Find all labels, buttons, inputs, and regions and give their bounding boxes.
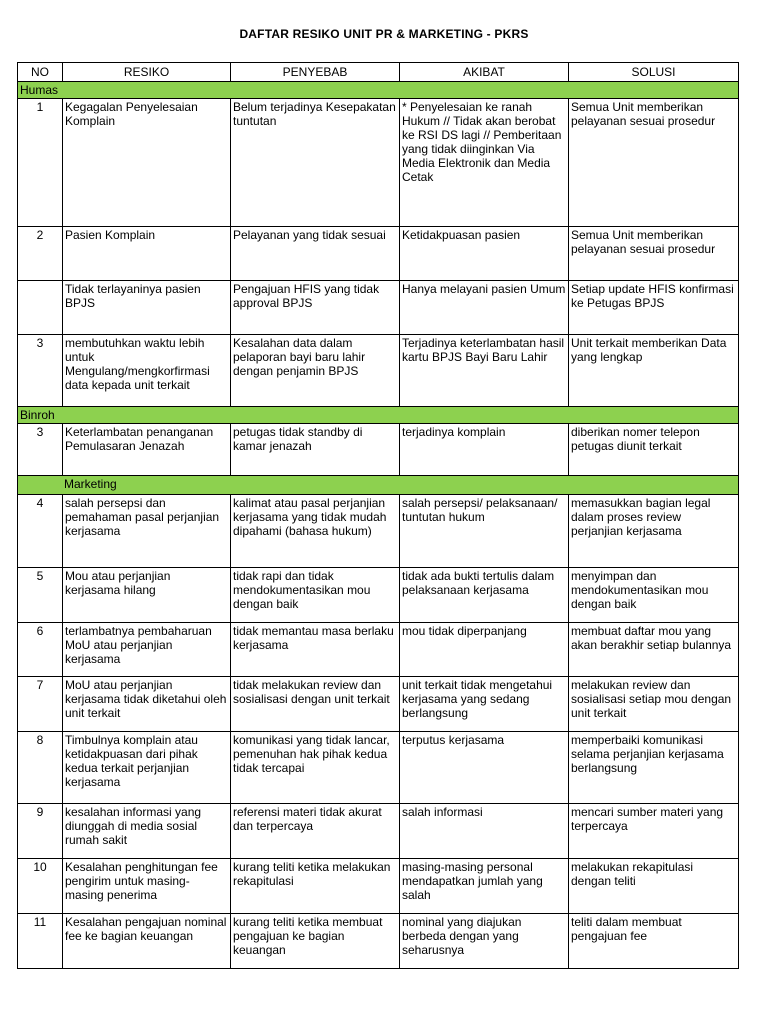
cell-resiko: terlambatnya pembaharuan MoU atau perjanjian kerjasama [63, 623, 231, 677]
cell-resiko: MoU atau perjanjian kerjasama tidak diketahui oleh unit terkait [63, 677, 231, 732]
cell-solusi: melakukan review dan sosialisasi setiap mou dengan unit terkait [569, 677, 739, 732]
cell-no: 4 [18, 495, 63, 568]
table-row [18, 495, 739, 568]
cell-no: 3 [18, 424, 63, 476]
cell-solusi: Setiap update HFIS konfirmasi ke Petugas BPJS [569, 281, 739, 335]
cell-penyebab: Belum terjadinya Kesepakatan tuntutan [231, 99, 400, 227]
cell-penyebab: kurang teliti ketika melakukan rekapitulasi [231, 859, 400, 914]
cell-solusi: memasukkan bagian legal dalam proses review perjanjian kerjasama [569, 495, 739, 568]
cell-akibat: terputus kerjasama [400, 732, 569, 804]
cell-penyebab: tidak melakukan review dan sosialisasi dengan unit terkait [231, 677, 400, 732]
cell-penyebab: petugas tidak standby di kamar jenazah [231, 424, 400, 476]
cell-no: 2 [18, 227, 63, 281]
cell-resiko: Kesalahan penghitungan fee pengirim untuk masing-masing penerima [63, 859, 231, 914]
cell-resiko: salah persepsi dan pemahaman pasal perjanjian kerjasama [63, 495, 231, 568]
cell-solusi: Semua Unit memberikan pelayanan sesuai prosedur [569, 99, 739, 227]
cell-akibat: unit terkait tidak mengetahui kerjasama yang sedang berlangsung [400, 677, 569, 732]
cell-penyebab: Pelayanan yang tidak sesuai [231, 227, 400, 281]
cell-penyebab: komunikasi yang tidak lancar, pemenuhan hak pihak kedua tidak tercapai [231, 732, 400, 804]
table-row [18, 804, 739, 859]
section-row-binroh [18, 407, 739, 424]
cell-no: 1 [18, 99, 63, 227]
table-header-row [18, 63, 739, 82]
cell-solusi: memperbaiki komunikasi selama perjanjian kerjasama berlangsung [569, 732, 739, 804]
cell-penyebab: kurang teliti ketika membuat pengajuan ke bagian keuangan [231, 914, 400, 969]
cell-solusi: teliti dalam membuat pengajuan fee [569, 914, 739, 969]
section-row-marketing [18, 476, 739, 495]
table-row [18, 623, 739, 677]
cell-penyebab: tidak memantau masa berlaku kerjasama [231, 623, 400, 677]
table-row [18, 568, 739, 623]
cell-no: 10 [18, 859, 63, 914]
risk-table [17, 62, 739, 969]
cell-penyebab: Kesalahan data dalam pelaporan bayi baru lahir dengan penjamin BPJS [231, 335, 400, 407]
table-row [18, 227, 739, 281]
cell-no: 6 [18, 623, 63, 677]
cell-resiko: kesalahan informasi yang diunggah di media sosial rumah sakit [63, 804, 231, 859]
cell-penyebab: tidak rapi dan tidak mendokumentasikan mou dengan baik [231, 568, 400, 623]
header-resiko: RESIKO [63, 63, 231, 82]
cell-no: 9 [18, 804, 63, 859]
header-akibat: AKIBAT [400, 63, 569, 82]
cell-no: 5 [18, 568, 63, 623]
cell-resiko: Kegagalan Penyelesaian Komplain [63, 99, 231, 227]
cell-solusi: Semua Unit memberikan pelayanan sesuai prosedur [569, 227, 739, 281]
table-row [18, 914, 739, 969]
cell-resiko: Timbulnya komplain atau ketidakpuasan dari pihak kedua terkait perjanjian kerjasama [63, 732, 231, 804]
cell-no: 3 [18, 335, 63, 407]
cell-no [18, 281, 63, 335]
cell-solusi: mencari sumber materi yang terpercaya [569, 804, 739, 859]
cell-akibat: * Penyelesaian ke ranah Hukum // Tidak akan berobat ke RSI DS lagi // Pemberitaan yang tidak diinginkan Via Media Elektronik dan Media Cetak [400, 99, 569, 227]
table-row [18, 335, 739, 407]
cell-solusi: melakukan rekapitulasi dengan teliti [569, 859, 739, 914]
cell-resiko: Mou atau perjanjian kerjasama hilang [63, 568, 231, 623]
cell-resiko: Kesalahan pengajuan nominal fee ke bagian keuangan [63, 914, 231, 969]
cell-akibat: Terjadinya keterlambatan hasil kartu BPJS Bayi Baru Lahir [400, 335, 569, 407]
cell-solusi: Unit terkait memberikan Data yang lengkap [569, 335, 739, 407]
cell-akibat: terjadinya komplain [400, 424, 569, 476]
section-row-humas [18, 82, 739, 99]
section-label: Marketing [64, 477, 117, 491]
header-no: NO [18, 63, 63, 82]
cell-penyebab: Pengajuan HFIS yang tidak approval BPJS [231, 281, 400, 335]
cell-akibat: mou tidak diperpanjang [400, 623, 569, 677]
cell-no: 7 [18, 677, 63, 732]
cell-resiko: Pasien Komplain [63, 227, 231, 281]
table-row [18, 732, 739, 804]
cell-penyebab: kalimat atau pasal perjanjian kerjasama yang tidak mudah dipahami (bahasa hukum) [231, 495, 400, 568]
document-title: DAFTAR RESIKO UNIT PR & MARKETING - PKRS [239, 27, 529, 41]
cell-no: 8 [18, 732, 63, 804]
cell-akibat: salah informasi [400, 804, 569, 859]
table-row [18, 281, 739, 335]
cell-solusi: membuat daftar mou yang akan berakhir setiap bulannya [569, 623, 739, 677]
header-penyebab: PENYEBAB [231, 63, 400, 82]
cell-solusi: diberikan nomer telepon petugas diunit terkait [569, 424, 739, 476]
section-label: Humas [18, 82, 739, 99]
cell-penyebab: referensi materi tidak akurat dan terpercaya [231, 804, 400, 859]
cell-akibat: nominal yang diajukan berbeda dengan yang seharusnya [400, 914, 569, 969]
cell-resiko: Keterlambatan penanganan Pemulasaran Jenazah [63, 424, 231, 476]
header-solusi: SOLUSI [569, 63, 739, 82]
cell-solusi: menyimpan dan mendokumentasikan mou dengan baik [569, 568, 739, 623]
cell-akibat: salah persepsi/ pelaksanaan/ tuntutan hukum [400, 495, 569, 568]
cell-no: 11 [18, 914, 63, 969]
table-row [18, 424, 739, 476]
cell-resiko: membutuhkan waktu lebih untuk Mengulang/mengkorfirmasi data kepada unit terkait [63, 335, 231, 407]
cell-akibat: Hanya melayani pasien Umum [400, 281, 569, 335]
cell-akibat: tidak ada bukti tertulis dalam pelaksanaan kerjasama [400, 568, 569, 623]
table-row [18, 99, 739, 227]
section-label: Binroh [18, 407, 739, 424]
cell-resiko: Tidak terlayaninya pasien BPJS [63, 281, 231, 335]
table-row [18, 859, 739, 914]
cell-akibat: masing-masing personal mendapatkan jumlah yang salah [400, 859, 569, 914]
table-row [18, 677, 739, 732]
cell-akibat: Ketidakpuasan pasien [400, 227, 569, 281]
